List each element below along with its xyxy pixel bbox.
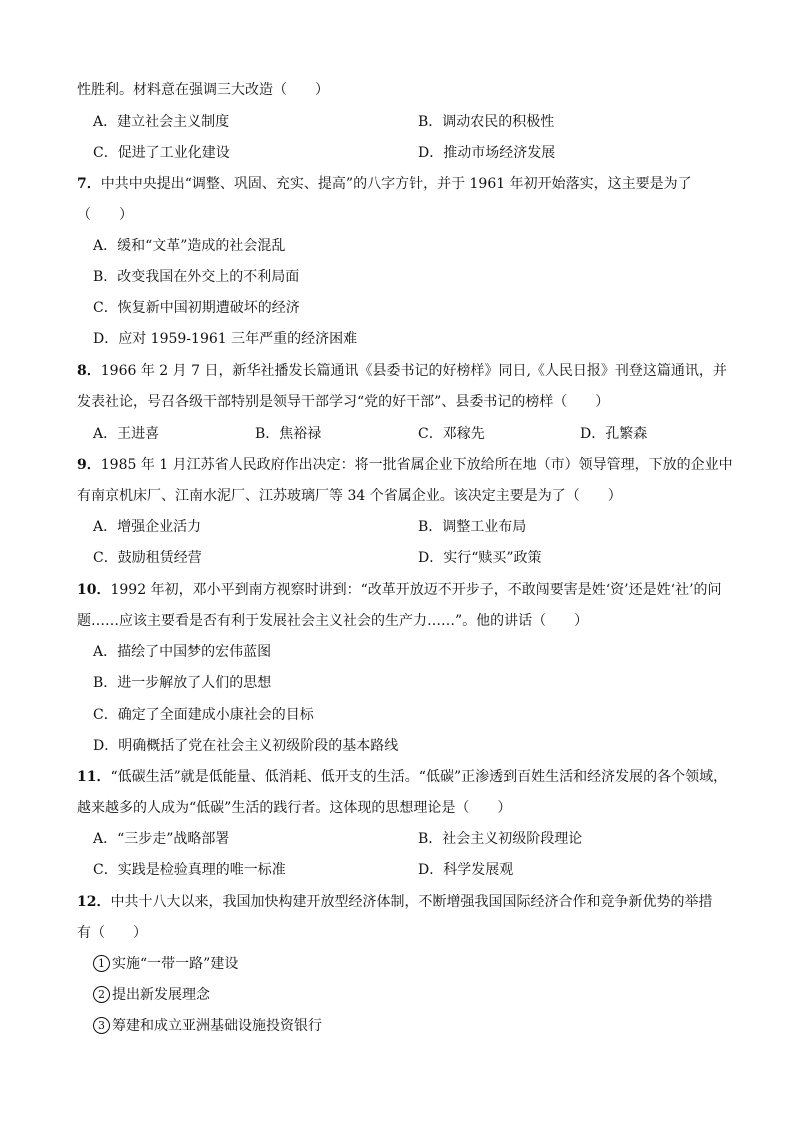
q6-option-c: C．促进了工业化建设: [93, 145, 230, 161]
q12-item-1: [93, 954, 238, 974]
q7-option-d: D．应对 1959-1961 三年严重的经济困难: [93, 331, 358, 347]
q8-option-a: A．王进喜: [93, 426, 160, 442]
q9-number: 9．: [77, 457, 101, 473]
q7-stem-text: 中共中央提出“调整、巩固、充实、提高”的八字方针，并于 1961 年初开始落实，这主要是为了: [100, 176, 692, 192]
q11-option-c: C．实践是检验真理的唯一标准: [93, 862, 286, 878]
q6-option-a: A．建立社会主义制度: [93, 114, 230, 130]
q8-option-b: B．焦裕禄: [255, 426, 322, 442]
q12-number: 12．: [77, 894, 111, 910]
q7-stem-line1: [77, 174, 692, 194]
q12-stem-text: 中共十八大以来，我国加快构建开放型经济体制，不断增强我国国际经济合作和竞争新优势的举措: [110, 894, 713, 910]
q8-stem-text: 1966 年 2 月 7 日，新华社播发长篇通讯《县委书记的好榜样》同日,《人民日报》刊登这篇通讯，并: [100, 363, 727, 379]
q11-stem-line1: [77, 767, 727, 787]
q9-stem-line2: 有南京机床厂、江南水泥厂、江苏玻璃厂等 34 个省属企业。该决定主要是为了（ ）: [77, 488, 622, 504]
q10-stem-line2: 题……应该主要看是否有利于发展社会主义社会的生产力……”。他的讲话（ ）: [77, 613, 589, 629]
q8-stem-line1: [77, 361, 727, 381]
q12-item-1-text: 实施“一带一路”建设: [112, 956, 239, 972]
q7-number: 7．: [77, 176, 101, 192]
q7-stem-line2: （ ）: [77, 207, 133, 223]
q10-stem-text: 1992 年初，邓小平到南方视察时讲到：“改革开放迈不开步子，不敢闯要害是姓‘资’还是姓‘社’的问: [110, 582, 722, 598]
q10-option-c: C．确定了全面建成小康社会的目标: [93, 707, 314, 723]
q8-number: 8．: [77, 363, 101, 379]
q10-stem-line1: [77, 580, 722, 600]
q11-stem-text: “低碳生活”就是低能量、低消耗、低开支的生活。“低碳”正渗透到百姓生活和经济发展的各个领域，: [110, 769, 728, 785]
q9-stem-line1: [77, 455, 733, 475]
q12-item-3-text: 筹建和成立亚洲基础设施投资银行: [112, 1018, 322, 1034]
q8-option-d: D．孔繁森: [580, 426, 648, 442]
q7-option-b: B．改变我国在外交上的不利局面: [93, 269, 300, 285]
q12-item-1-mark: 1: [93, 955, 110, 972]
q7-option-a: A．缓和“文革”造成的社会混乱: [93, 238, 286, 254]
q11-stem-line2: 越来越多的人成为“低碳”生活的践行者。这体现的思想理论是（ ）: [77, 800, 512, 816]
q7-option-c: C．恢复新中国初期遭破坏的经济: [93, 300, 300, 316]
q9-option-c: C．鼓励租赁经营: [93, 550, 202, 566]
q11-number: 11．: [77, 769, 111, 785]
q6-option-d: D．推动市场经济发展: [418, 145, 556, 161]
q8-stem-line2: 发表社论，号召各级干部特别是领导干部学习“党的好干部”、县委书记的榜样（ ）: [77, 394, 610, 410]
q12-item-2-mark: 2: [93, 986, 110, 1003]
q10-option-b: B．进一步解放了人们的思想: [93, 675, 272, 691]
q10-option-d: D．明确概括了党在社会主义初级阶段的基本路线: [93, 738, 399, 754]
q11-option-d: D．科学发展观: [418, 862, 514, 878]
q9-option-d: D．实行“赎买”政策: [418, 550, 542, 566]
q9-stem-text: 1985 年 1 月江苏省人民政府作出决定：将一批省属企业下放给所在地（市）领导管理，下放的企业中: [100, 457, 733, 473]
q11-option-b: B．社会主义初级阶段理论: [418, 831, 583, 847]
q12-stem-line2: 有（ ）: [77, 925, 147, 941]
q12-item-2-text: 提出新发展理念: [112, 987, 210, 1003]
q12-item-2: [93, 985, 210, 1005]
q12-item-3: [93, 1016, 322, 1036]
q12-item-3-mark: 3: [93, 1017, 110, 1034]
q8-option-c: C．邓稼先: [418, 426, 485, 442]
q6-stem: 性胜利。材料意在强调三大改造（ ）: [77, 82, 329, 98]
q10-number: 10．: [77, 582, 111, 598]
q12-stem-line1: [77, 892, 712, 912]
q9-option-a: A．增强企业活力: [93, 519, 202, 535]
q6-option-b: B．调动农民的积极性: [418, 114, 555, 130]
q10-option-a: A．描绘了中国梦的宏伟蓝图: [93, 644, 272, 660]
q9-option-b: B．调整工业布局: [418, 519, 527, 535]
q11-option-a: A．“三步走”战略部署: [93, 831, 230, 847]
